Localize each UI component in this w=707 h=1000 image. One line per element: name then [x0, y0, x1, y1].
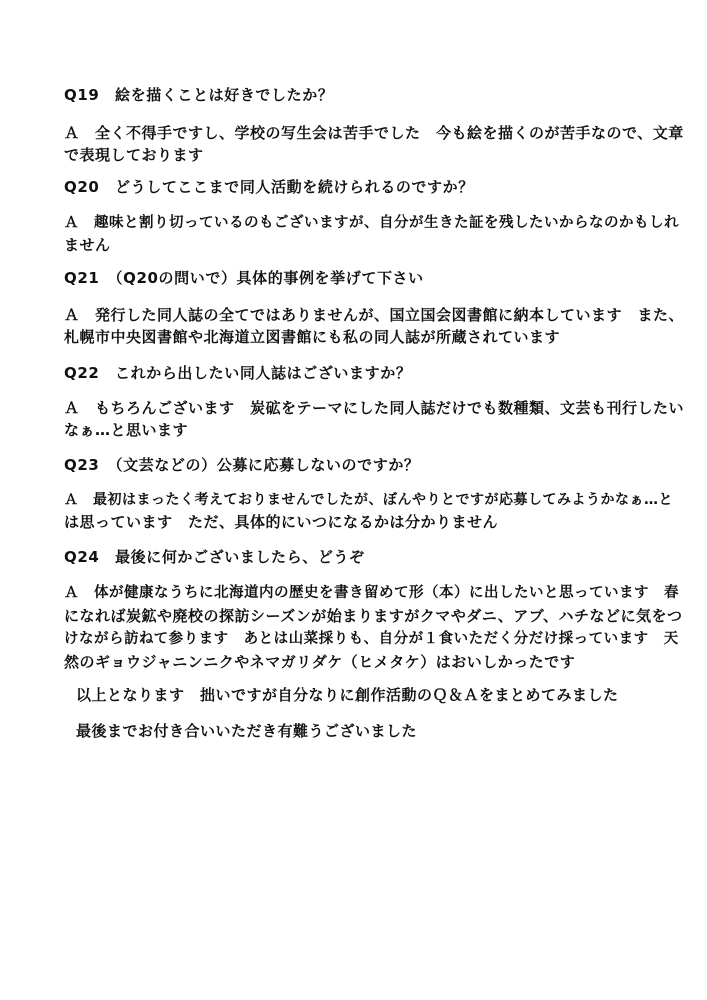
answer-q24-line-2: になれば炭鉱や廃校の探訪シーズンが始まりますがクマやダニ、アブ、ハチなどに気をつ: [64, 607, 683, 625]
answer-q24-line-3: けながら訪ねて参ります あとは山菜採りも、自分が１食いただく分だけ採っています 天: [64, 631, 679, 647]
answer-q23-line-1: Ａ 最初はまったく考えておりませんでしたが、ぼんやりとですが応募してみようかなぁ…と: [64, 492, 673, 508]
answer-q20-line-1: Ａ 趣味と割り切っているのもございますが、自分が生きた証を残したいからなのかもしれ: [64, 215, 679, 231]
answer-q19-line-1: Ａ 全く不得手ですし、学校の写生会は苦手でした 今も絵を描くのが苦手なので、文章: [64, 124, 684, 142]
question-q22: Q22 これから出したい同人誌はございますか？: [64, 364, 412, 382]
answer-q24-line-1: Ａ 体が健康なうちに北海道内の歴史を書き留めて形（本）に出したいと思っています 春: [64, 585, 679, 601]
closing-line-1: 以上となります 拙いですが自分なりに創作活動のＱ＆Ａをまとめてみました: [76, 686, 619, 704]
closing-line-2: 最後までお付き合いいただき有難うございました: [76, 722, 418, 740]
answer-q23-line-2: は思っています ただ、具体的にいつになるかは分かりません: [64, 513, 499, 531]
answer-q22-line-1: Ａ もちろんございます 炭砿をテーマにした同人誌だけでも数種類、文芸も刊行したい: [64, 399, 685, 417]
answer-q21-line-2: 札幌市中央図書館や北海道立図書館にも私の同人誌が所蔵されています: [64, 328, 561, 346]
answer-q19-line-2: で表現しております: [64, 146, 204, 164]
question-q23: Q23 （文芸などの）公募に応募しないのですか？: [64, 456, 420, 474]
question-q19: Q19 絵を描くことは好きでしたか？: [64, 86, 334, 104]
answer-q21-line-1: Ａ 発行した同人誌の全てではありませんが、国立国会図書館に納本しています また、: [64, 306, 685, 324]
answer-q22-line-2: なぁ…と思います: [64, 421, 189, 439]
question-q20: Q20 どうしてここまで同人活動を続けられるのですか？: [64, 178, 474, 196]
answer-q20-line-2: ません: [64, 236, 111, 254]
question-q24: Q24 最後に何かございましたら、どうぞ: [64, 548, 365, 566]
question-q21: Q21 （Q20の問いで）具体的事例を挙げて下さい: [64, 269, 424, 287]
answer-q24-line-4: 然のギョウジャニンニクやネマガリダケ（ヒメタケ）はおいしかったです: [64, 653, 576, 671]
